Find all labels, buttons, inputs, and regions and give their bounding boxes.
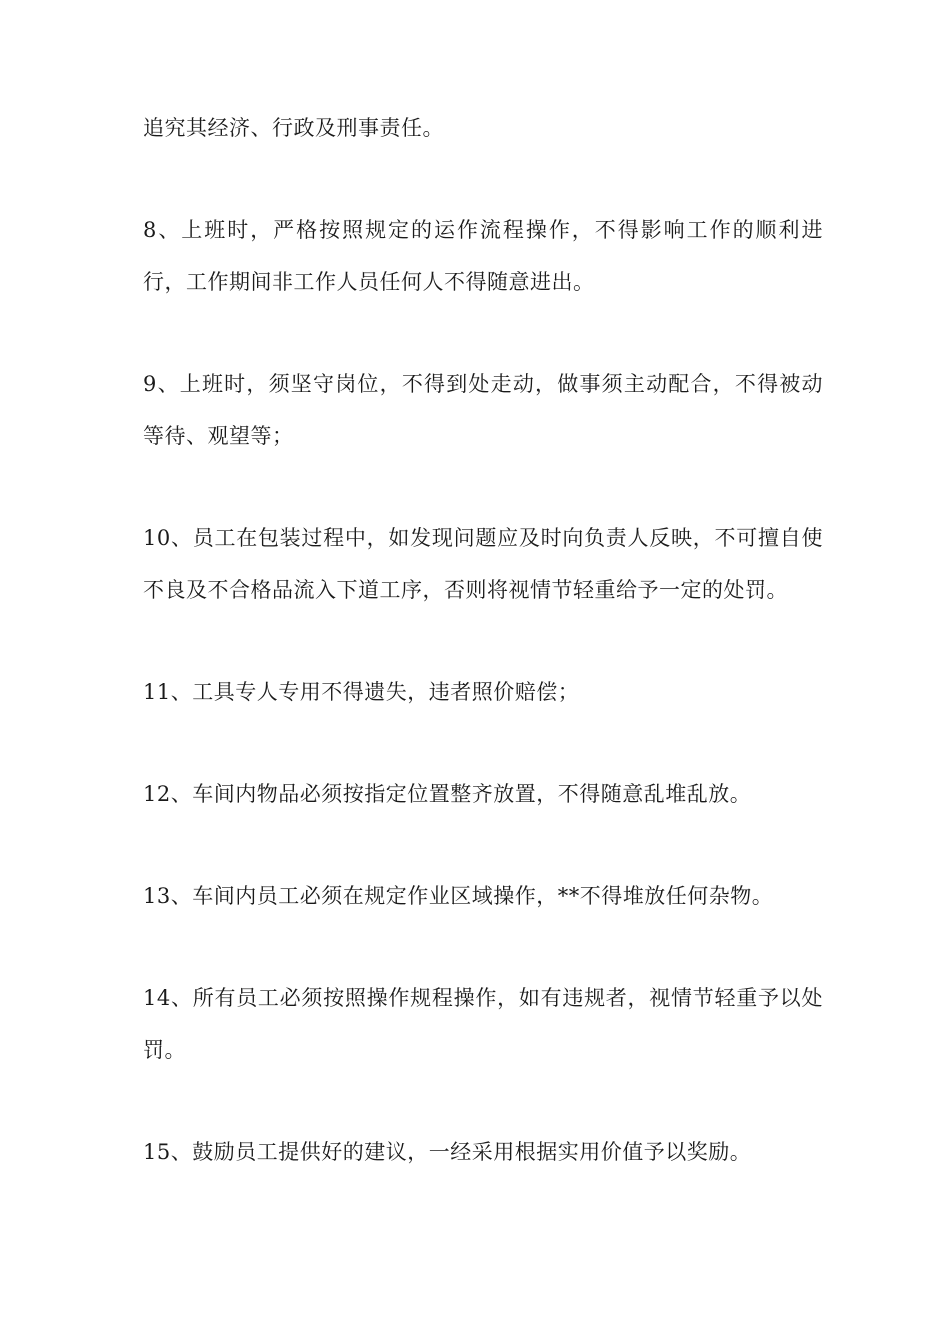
rule-item-15: 15、鼓励员工提供好的建议，一经采用根据实用价值予以奖励。	[143, 1140, 752, 1164]
rule-item-11: 11、工具专人专用不得遗失，违者照价赔偿；	[143, 680, 580, 704]
rule-item-10: 10、员工在包装过程中，如发现问题应及时向负责人反映，不可擅自使不良及不合格品流入下道工序，否则将视情节轻重给予一定的处罚。	[143, 526, 823, 602]
rule-item-14: 14、所有员工必须按照操作规程操作，如有违规者，视情节轻重予以处罚。	[143, 986, 823, 1062]
rule-item-9: 9、上班时，须坚守岗位，不得到处走动，做事须主动配合，不得被动等待、观望等；	[143, 372, 823, 448]
paragraph-continuation: 追究其经济、行政及刑事责任。	[143, 116, 444, 140]
rule-item-13: 13、车间内员工必须在规定作业区域操作，**不得堆放任何杂物。	[143, 884, 774, 908]
document-body	[143, 102, 823, 1178]
rule-item-8: 8、上班时，严格按照规定的运作流程操作，不得影响工作的顺利进行，工作期间非工作人员任何人不得随意进出。	[143, 218, 823, 294]
rule-item-12: 12、车间内物品必须按指定位置整齐放置，不得随意乱堆乱放。	[143, 782, 752, 806]
